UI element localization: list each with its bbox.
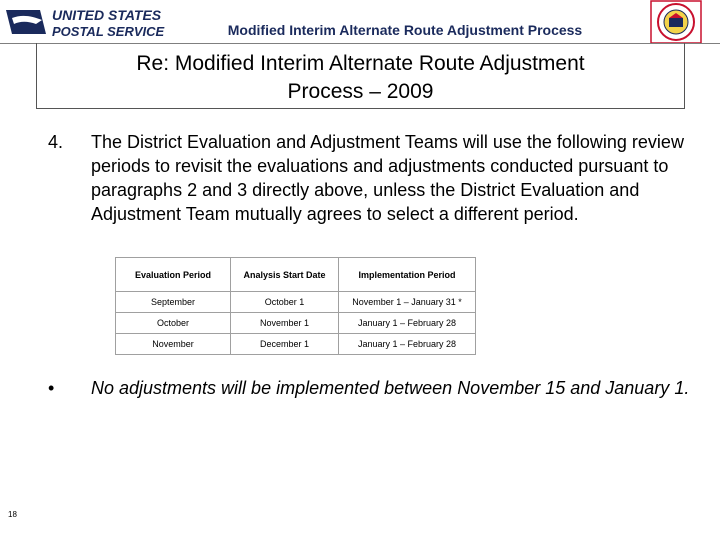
usps-logo <box>6 4 188 40</box>
table-cell: November <box>116 334 231 355</box>
union-seal-icon <box>650 0 702 44</box>
item-marker: 4. <box>48 132 64 152</box>
table-cell: October <box>116 313 231 334</box>
table-header-row <box>116 258 476 292</box>
table-cell: October 1 <box>231 292 339 313</box>
table-header-cell: Implementation Period <box>339 258 476 292</box>
slide-title-line2: Process – 2009 <box>287 80 434 103</box>
logo-line1: UNITED STATES <box>52 7 162 23</box>
page-number: 18 <box>8 510 17 519</box>
table-row <box>116 334 476 355</box>
table-header-cell: Analysis Start Date <box>231 258 339 292</box>
table-cell: January 1 – February 28 <box>339 313 476 334</box>
table-row <box>116 292 476 313</box>
table-header-cell: Evaluation Period <box>116 258 231 292</box>
table-cell: December 1 <box>231 334 339 355</box>
slide-title-line1: Re: Modified Interim Alternate Route Adjustment <box>136 52 585 75</box>
table-cell: November 1 <box>231 313 339 334</box>
table-cell: January 1 – February 28 <box>339 334 476 355</box>
table-row <box>116 313 476 334</box>
table-cell: November 1 – January 31 * <box>339 292 476 313</box>
review-periods-table <box>115 257 476 355</box>
item-text: No adjustments will be implemented between November 15 and January 1. <box>91 378 690 398</box>
bullet-icon: • <box>48 378 55 398</box>
item-text: The District Evaluation and Adjustment Teams will use the following review periods to revisit the evaluations and adjustments conducted pursuant to paragraphs 2 and 3 directly above, unless the District Evaluation and Adjustment Team mutually agrees to select a different period. <box>91 132 684 224</box>
slide-title <box>36 50 685 106</box>
header-title: Modified Interim Alternate Route Adjustment Process <box>227 22 583 38</box>
table-cell: September <box>116 292 231 313</box>
logo-line2: POSTAL SERVICE <box>52 24 165 39</box>
eagle-icon <box>6 10 46 34</box>
